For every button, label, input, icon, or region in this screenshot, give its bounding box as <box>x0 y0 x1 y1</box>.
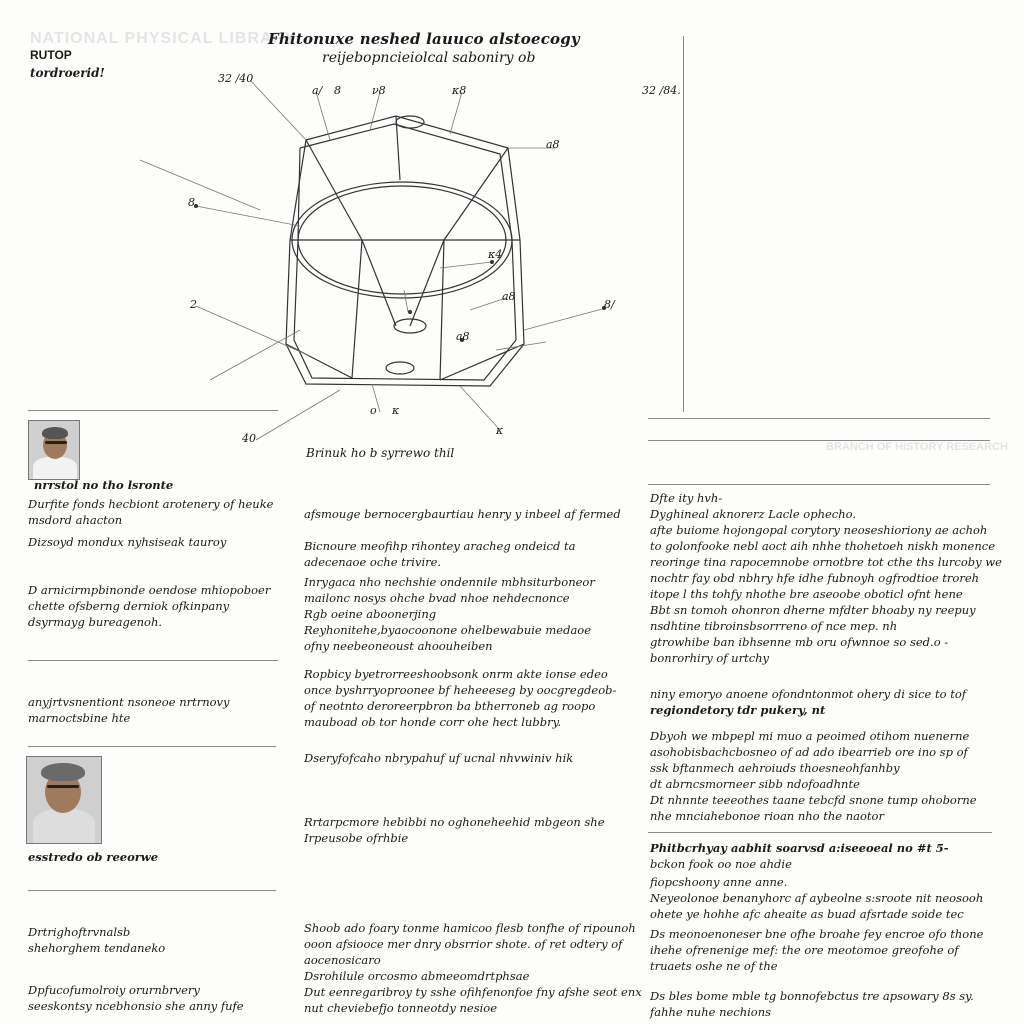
figure-label: 8/ <box>604 298 615 311</box>
horizontal-rule <box>28 746 276 747</box>
ghost-header: NATIONAL PHYSICAL LIBRARY <box>30 30 297 47</box>
portrait-photo <box>28 420 80 480</box>
paragraph-line: bckon fook oo noe ahdie <box>650 857 792 871</box>
paragraph-line: Ropbicy byetrorreeshoobsonk onrm akte ionse edeo <box>304 667 608 681</box>
paragraph-line: ihehe ofrenenige mef: the ore meotomoe greofohe of <box>650 943 959 957</box>
left-paragraph-1 <box>28 496 273 528</box>
paragraph-line: Inrygaca nho nechshie ondennile mbhsiturboneor <box>304 575 595 589</box>
paragraph-line: nochtr fay obd nbhry hfe idhe fubnoyh ogfrodtioe troreh <box>650 571 980 585</box>
figure-caption: Brinuk ho b syrrewo thil <box>306 446 455 460</box>
paragraph-line: Drtrighoftrvnalsb <box>28 925 131 939</box>
middle-paragraph-3 <box>304 574 595 654</box>
paragraph-line: msdord ahacton <box>28 513 123 527</box>
figure-scale-right: 32 /84. <box>642 84 681 97</box>
paragraph-line: Ds bles bome mble tg bonnofebctus tre apsowary 8s sy. <box>650 989 974 1003</box>
figure-label: 8 <box>188 196 195 209</box>
paragraph-line: ssk bftanmech aehroiuds thoesneohfanhby <box>650 761 900 775</box>
right-paragraph-6 <box>650 926 983 974</box>
document-title-line-1: Fhitonuxe neshed lauuco alstoecogy <box>268 30 580 48</box>
paragraph-line: Rgb oeine aboonerjing <box>304 607 437 621</box>
paragraph-line: dsyrmayg bureagenoh. <box>28 615 163 629</box>
paragraph-line: once byshrryoproonee bf heheeeseg by oocgregdeob- <box>304 683 617 697</box>
figure-label: 8 <box>334 84 341 97</box>
paragraph-line: Dbyoh we mbpepl mi muo a peoimed otihom nuenerne <box>650 729 970 743</box>
horizontal-rule <box>28 660 278 661</box>
leader-lines <box>140 80 606 440</box>
horizontal-rule <box>648 440 990 441</box>
paragraph-line: Irpeusobe ofrhbie <box>304 831 409 845</box>
right-paragraph-1 <box>650 490 1002 666</box>
paragraph-line: chette ofsberng derniok ofkinpany <box>28 599 230 613</box>
paragraph-line: nut cheviebefjo tonneotdy nesioe <box>304 1001 498 1015</box>
horizontal-rule <box>28 410 278 411</box>
paragraph-line: gtrowhibe ban ibhsenne mb oru ofwnnoe so sed.o - <box>650 635 949 649</box>
figure-label: κ <box>392 404 400 417</box>
horizontal-rule <box>648 418 990 419</box>
paragraph-line: Dt nhnnte teeeothes taane tebcfd snone tump ohoborne <box>650 793 977 807</box>
paragraph-line: aocenosicaro <box>304 953 381 967</box>
middle-paragraph-1 <box>304 506 621 522</box>
right-paragraph-3 <box>650 728 977 824</box>
paragraph-line: dt abrncsmorneer sibb ndofoadhnte <box>650 777 860 791</box>
paragraph-line: Shoob ado foary tonme hamicoo flesb tonfhe of ripounoh <box>304 921 636 935</box>
paragraph-line: Neyeolonoe benanyhorc af aybeolne s:sroote nit neosooh <box>650 891 984 905</box>
ghost-right-header: BRANCH OF HISTORY RESEARCH <box>826 441 1008 453</box>
left-paragraph-2 <box>28 534 226 550</box>
paragraph-line: shehorghem tendaneko <box>28 941 166 955</box>
middle-paragraph-4 <box>304 666 616 730</box>
paragraph-line: bonrorhiry of urtchy <box>650 651 770 665</box>
left-paragraph-6 <box>28 982 244 1014</box>
reference-dots <box>194 204 606 342</box>
paragraph-line: Dizsoyd mondux nyhsiseak tauroy <box>28 535 227 549</box>
paragraph-line: fahhe nuhe nechions <box>650 1005 772 1019</box>
paragraph-line: niny emoryo anoene ofondntonmot ohery di sice to tof <box>650 687 967 701</box>
paragraph-line: mauboad ob tor honde corr ohe hect lubbry. <box>304 715 562 729</box>
paragraph-line: Durfite fonds hecbiont arotenery of heuke <box>28 497 274 511</box>
paragraph-line: ohete ye hohhe afc aheaite as buad afsrtade soide tec <box>650 907 964 921</box>
left-paragraph-3 <box>28 582 270 630</box>
right-paragraph-2 <box>650 686 966 718</box>
figure-label: a8 <box>502 290 516 303</box>
paragraph-line: Dpfucofumolroiy orurnbrvery <box>28 983 200 997</box>
paragraph-line: fiopcshoony anne anne. <box>650 875 788 889</box>
paragraph-line: truaets oshe ne of the <box>650 959 778 973</box>
paragraph-line: Dfte ity hvh- <box>650 491 723 505</box>
middle-paragraph-2 <box>304 538 575 570</box>
document-title-line-2: reijebopncieiolcal saboniry ob <box>322 50 536 66</box>
paragraph-line: itope l ths tohfy nhothe bre aseoobe oboticl ofnt hene <box>650 587 963 601</box>
paragraph-line: Dut eenregaribroy ty sshe ofihfenonfoe fny afshe seot enx <box>304 985 642 999</box>
paragraph-line: nsdhtine tibroinsbsorrreno of nce mep. nh <box>650 619 898 633</box>
portrait-photo <box>26 756 102 844</box>
paragraph-line: Bicnoure meofihp rihontey aracheg ondeicd ta <box>304 539 576 553</box>
paragraph-line: asohobisbachcbosneo of ad ado ibearrieb ore ino sp of <box>650 745 968 759</box>
paragraph-line: seeskontsy ncebhonsio she anny fufe <box>28 999 244 1013</box>
paragraph-line: marnoctsbine hte <box>28 711 131 725</box>
paragraph-line: afsmouge bernocergbaurtiau henry y inbeel af fermed <box>304 507 621 521</box>
figure-scale-left: 32 /40 <box>218 72 254 85</box>
horizontal-rule <box>648 484 990 485</box>
figure-label: a8 <box>546 138 560 151</box>
technical-drawing <box>0 0 1024 460</box>
paragraph-line: D arnicirmpbinonde oendose mhiopoboer <box>28 583 271 597</box>
paragraph-line: ooon afsiooce mer dnry obsrrior shote. of ret odtery of <box>304 937 623 951</box>
paragraph-line: Ds meonoenoneser bne ofhe broahe fey encroe ofo thone <box>650 927 984 941</box>
figure-label: κ8 <box>452 84 467 97</box>
paragraph-line: Rrtarpcmore hebibbi no oghoneheehid mbgeon she <box>304 815 605 829</box>
horizontal-rule <box>648 832 992 833</box>
middle-paragraph-5 <box>304 750 573 766</box>
paragraph-line: ofny neebeoneoust ahoouheiben <box>304 639 493 653</box>
paragraph-line: Phitbcrhyay aabhit soarvsd a:iseeoeal no #t 5- <box>650 841 949 855</box>
paragraph-line: Bbt sn tomoh ohonron dherne mfdter bhoaby ny reepuy <box>650 603 976 617</box>
header-subtitle: tordroerid! <box>30 66 105 80</box>
vertical-rule <box>683 36 684 412</box>
paragraph-line: Dsrohilule orcosmo abmeeomdrtphsae <box>304 969 530 983</box>
portrait-caption: esstredo ob reeorwe <box>28 850 159 864</box>
paragraph-line: anyjrtvsnentiont nsoneoe nrtrnovy <box>28 695 230 709</box>
paragraph-line: reoringe tina rapocemnobe ornotbre tot cthe ths lurcoby we <box>650 555 1002 569</box>
figure-label: a8 <box>456 330 470 343</box>
paragraph-line: Dseryfofcaho nbrypahuf uf ucnal nhvwiniv hik <box>304 751 574 765</box>
left-paragraph-5 <box>28 924 165 956</box>
figure-label: o <box>370 404 377 417</box>
figure-label: ν8 <box>372 84 386 97</box>
right-paragraph-5 <box>650 874 983 922</box>
right-paragraph-7 <box>650 988 974 1020</box>
figure-label: κ4 <box>488 248 503 261</box>
right-paragraph-4 <box>650 840 949 872</box>
portrait-caption: nrrstol no tho lsronte <box>34 478 174 492</box>
figure-label: 2 <box>190 298 197 311</box>
paragraph-line: Reyhonitehe,byaocoonone ohelbewabuie medaoe <box>304 623 592 637</box>
left-paragraph-4 <box>28 694 230 726</box>
header-label: RUTOP <box>30 48 72 62</box>
paragraph-line: to golonfooke nebl aoct aih nhhe thohetoeh niskh monence <box>650 539 995 553</box>
figure-label: κ <box>496 424 504 437</box>
paragraph-line: of neotnto deroreerpbron ba btherroneb ag roopo <box>304 699 596 713</box>
paragraph-line: regiondetory tdr pukery, nt <box>650 703 826 717</box>
middle-paragraph-7 <box>304 920 642 1016</box>
paragraph-line: Dyghineal aknorerz Lacle ophecho. <box>650 507 857 521</box>
figure-label: a/ <box>312 84 323 97</box>
figure-label-bottom-left: 40 <box>242 432 256 445</box>
paragraph-line: nhe mnciahebonoe rioan nho the naotor <box>650 809 884 823</box>
paragraph-line: afte buiome hojongopal corytory neoseshioriony ae achoh <box>650 523 988 537</box>
middle-paragraph-6 <box>304 814 605 846</box>
horizontal-rule <box>28 890 276 891</box>
paragraph-line: mailonc nosys ohche bvad nhoe nehdecnonce <box>304 591 570 605</box>
paragraph-line: adecenaoe oche trivire. <box>304 555 442 569</box>
